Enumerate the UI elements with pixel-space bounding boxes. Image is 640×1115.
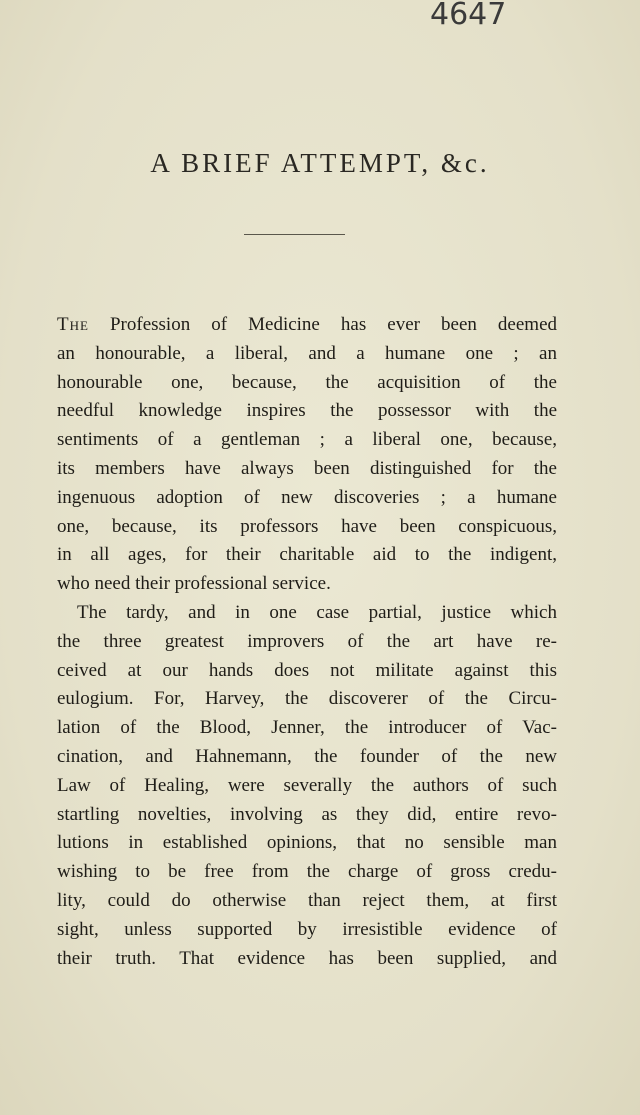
body-text	[57, 311, 557, 973]
text-line: an honourable, a liberal, and a humane one ; an	[57, 342, 557, 364]
text-line: wishing to be free from the charge of gross credu-	[57, 861, 557, 883]
text-line: ceived at our hands does not militate against this	[57, 659, 557, 681]
text-line: the three greatest improvers of the art have re-	[57, 630, 557, 652]
paragraph-lead-word: The	[57, 314, 89, 335]
handwritten-catalog-number: 4647	[430, 0, 507, 32]
text-line	[57, 311, 557, 340]
paragraph-2	[57, 599, 557, 973]
text-line: lutions in established opinions, that no sensible man	[57, 832, 557, 854]
page-title: A BRIEF ATTEMPT, &c.	[150, 148, 490, 178]
text-line: honourable one, because, the acquisition of the	[57, 371, 557, 393]
text-line-rest: Profession of Medicine has ever been deemed	[88, 314, 557, 335]
text-line: ingenuous adoption of new discoveries ; a humane	[57, 486, 557, 508]
text-line: sentiments of a gentleman ; a liberal one, because,	[57, 429, 557, 451]
text-line: in all ages, for their charitable aid to the indigent,	[57, 544, 557, 566]
text-line: Law of Healing, were severally the authors of such	[57, 774, 557, 796]
title-divider-rule	[244, 234, 345, 235]
text-line: its members have always been distinguished for the	[57, 457, 557, 479]
text-line: eulogium. For, Harvey, the discoverer of the Circu-	[57, 688, 557, 710]
paragraph-1	[57, 311, 557, 599]
text-line: lity, could do otherwise than reject them, at first	[57, 889, 557, 911]
text-line: cination, and Hahnemann, the founder of the new	[57, 745, 557, 767]
text-line: their truth. That evidence has been supplied, and	[57, 947, 557, 969]
text-line: lation of the Blood, Jenner, the introducer of Vac-	[57, 717, 557, 739]
text-line: The tardy, and in one case partial, justice which	[77, 601, 557, 623]
text-line: who need their professional service.	[57, 573, 331, 595]
text-line: one, because, its professors have been conspicuous,	[57, 515, 557, 537]
text-line: startling novelties, involving as they did, entire revo-	[57, 803, 557, 825]
text-line: needful knowledge inspires the possessor with the	[57, 400, 557, 422]
text-line: sight, unless supported by irresistible evidence of	[57, 918, 557, 940]
